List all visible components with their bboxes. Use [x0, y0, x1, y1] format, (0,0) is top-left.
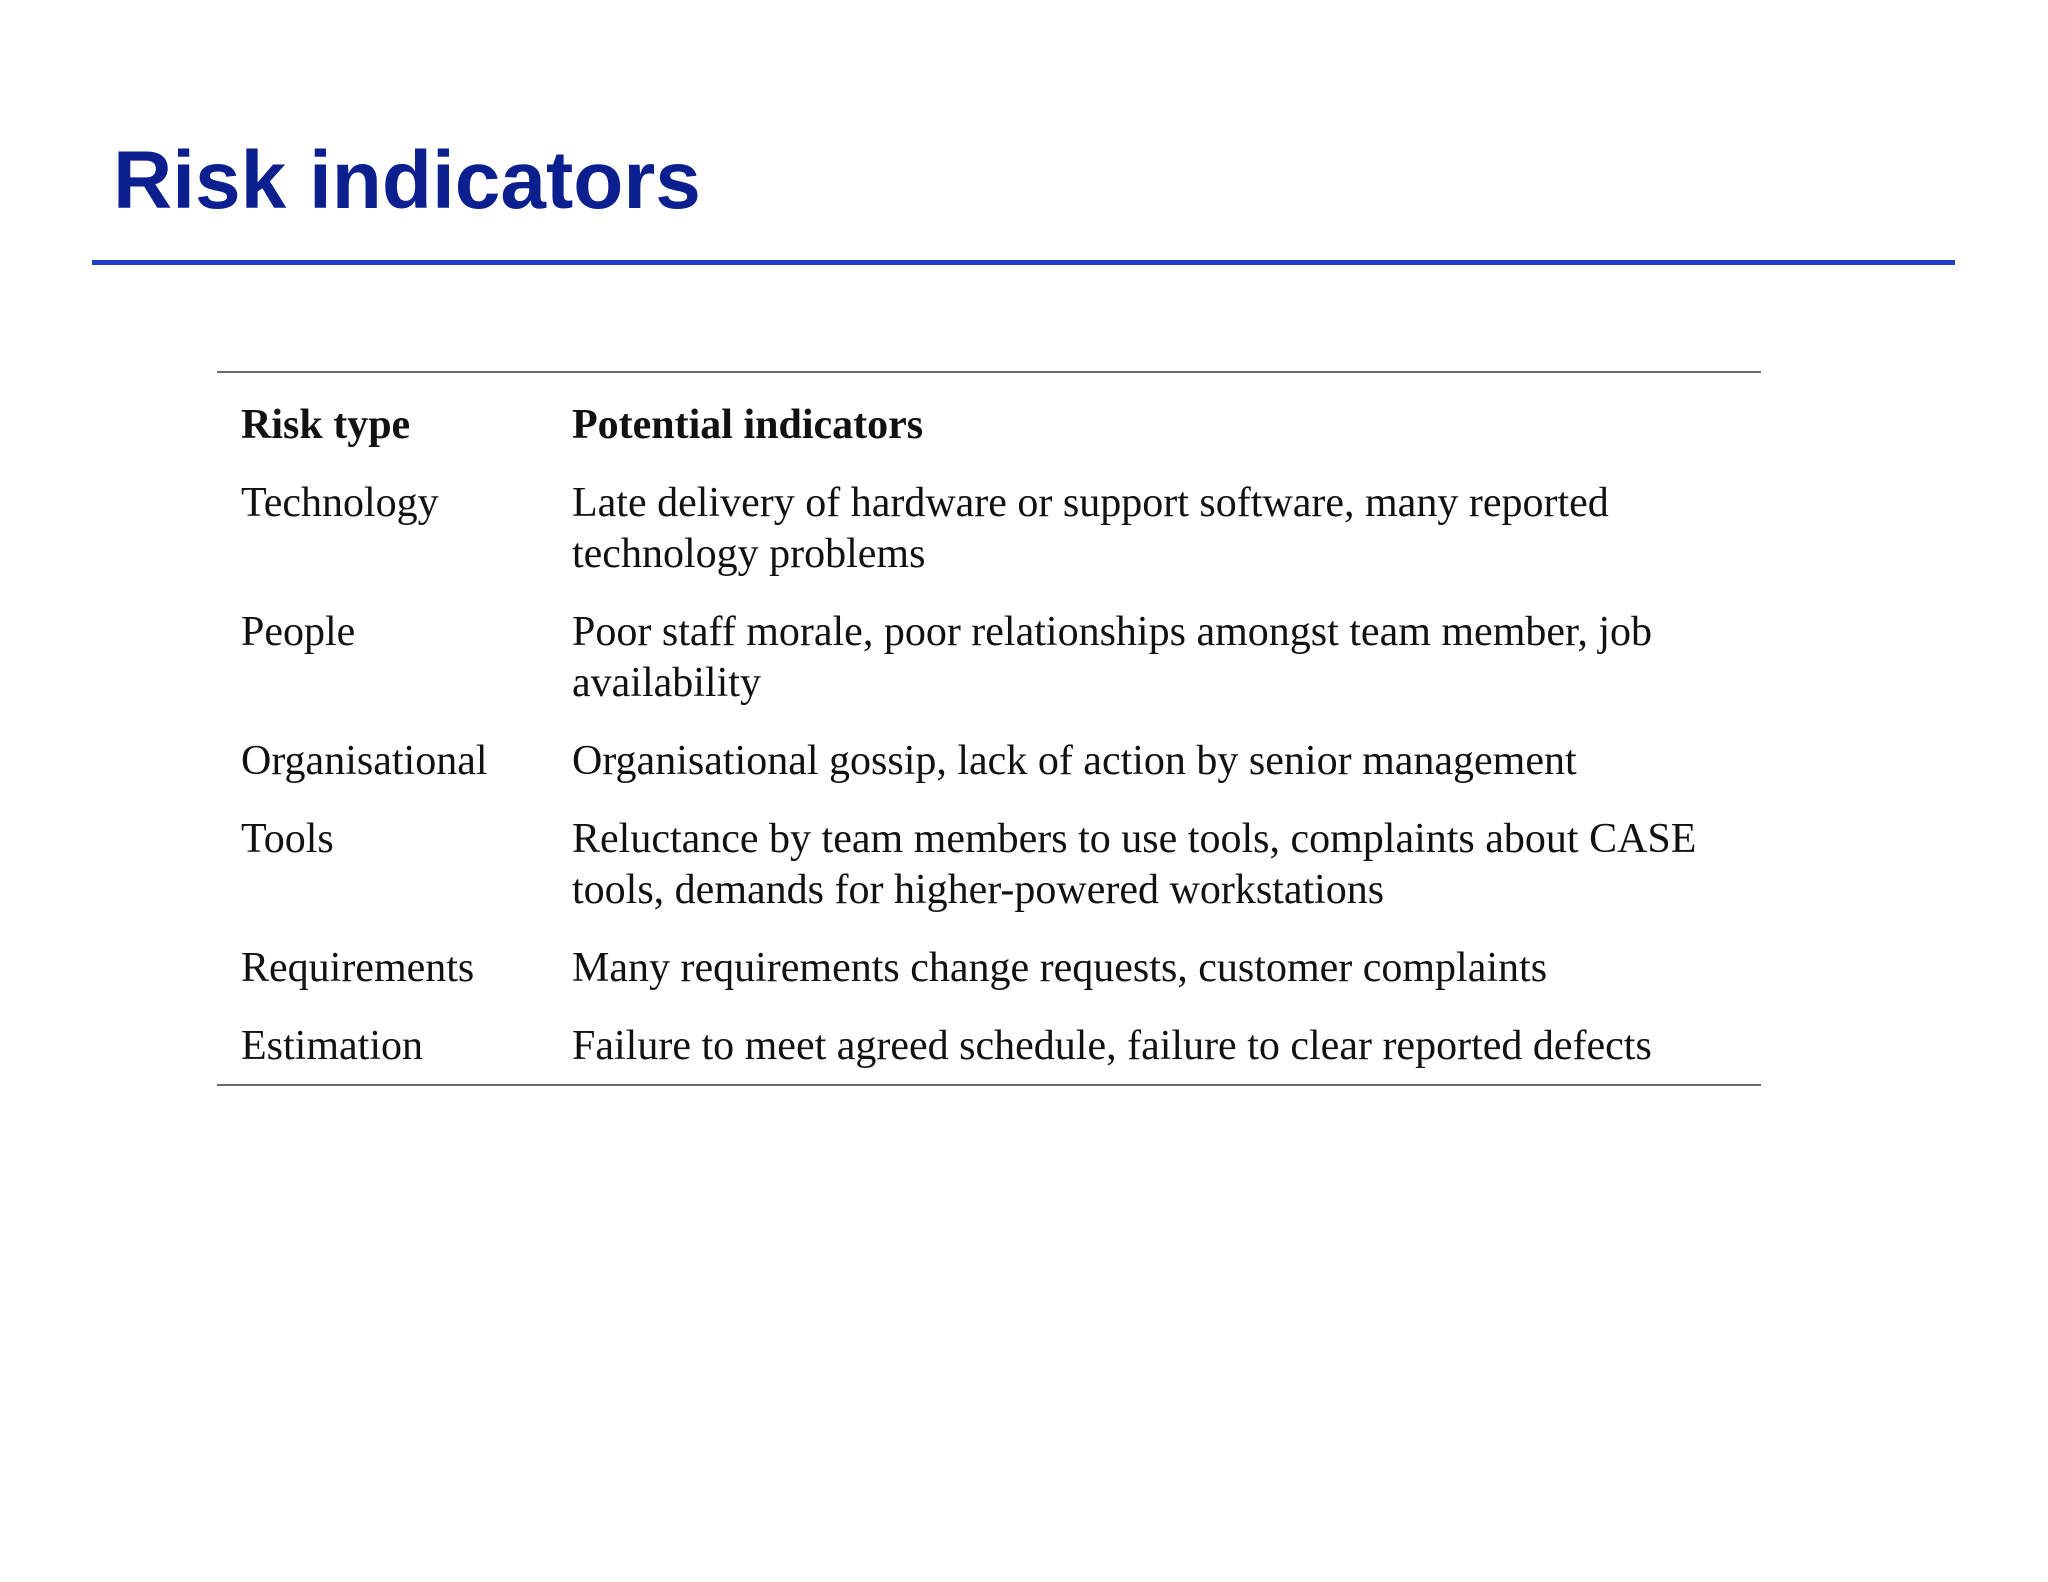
- table-row: [217, 736, 1761, 814]
- table-row: [217, 943, 1761, 1021]
- indicators-cell: Organisational gossip, lack of action by senior management: [572, 738, 1577, 784]
- table-row: [217, 478, 1761, 607]
- risk-type-cell: Organisational: [241, 738, 488, 784]
- table-bottom-rule: [217, 1084, 1761, 1086]
- slide-title: Risk indicators: [113, 135, 701, 226]
- indicators-cell: Reluctance by team members to use tools, complaints about CASE tools, demands for higher-powered workstations: [572, 816, 1697, 913]
- table-header-row: [217, 383, 1761, 478]
- indicators-cell: Late delivery of hardware or support software, many reported technology problems: [572, 480, 1609, 577]
- indicators-cell: Failure to meet agreed schedule, failure to clear reported defects: [572, 1023, 1652, 1069]
- risk-type-cell: Requirements: [241, 945, 475, 991]
- indicators-cell: Many requirements change requests, customer complaints: [572, 945, 1548, 991]
- title-underline: [92, 260, 1955, 265]
- header-potential-indicators: Potential indicators: [572, 402, 924, 448]
- risk-indicators-table: [217, 371, 1761, 1086]
- table-row: [217, 1021, 1761, 1072]
- header-risk-type: Risk type: [241, 402, 411, 448]
- risk-type-cell: People: [241, 609, 356, 655]
- table-top-rule: [217, 371, 1761, 373]
- risk-type-cell: Tools: [241, 816, 334, 862]
- table: [217, 383, 1761, 1072]
- risk-type-cell: Technology: [241, 480, 439, 526]
- table-row: [217, 607, 1761, 736]
- table-row: [217, 814, 1761, 943]
- indicators-cell: Poor staff morale, poor relationships amongst team member, job availability: [572, 609, 1652, 706]
- risk-type-cell: Estimation: [241, 1023, 423, 1069]
